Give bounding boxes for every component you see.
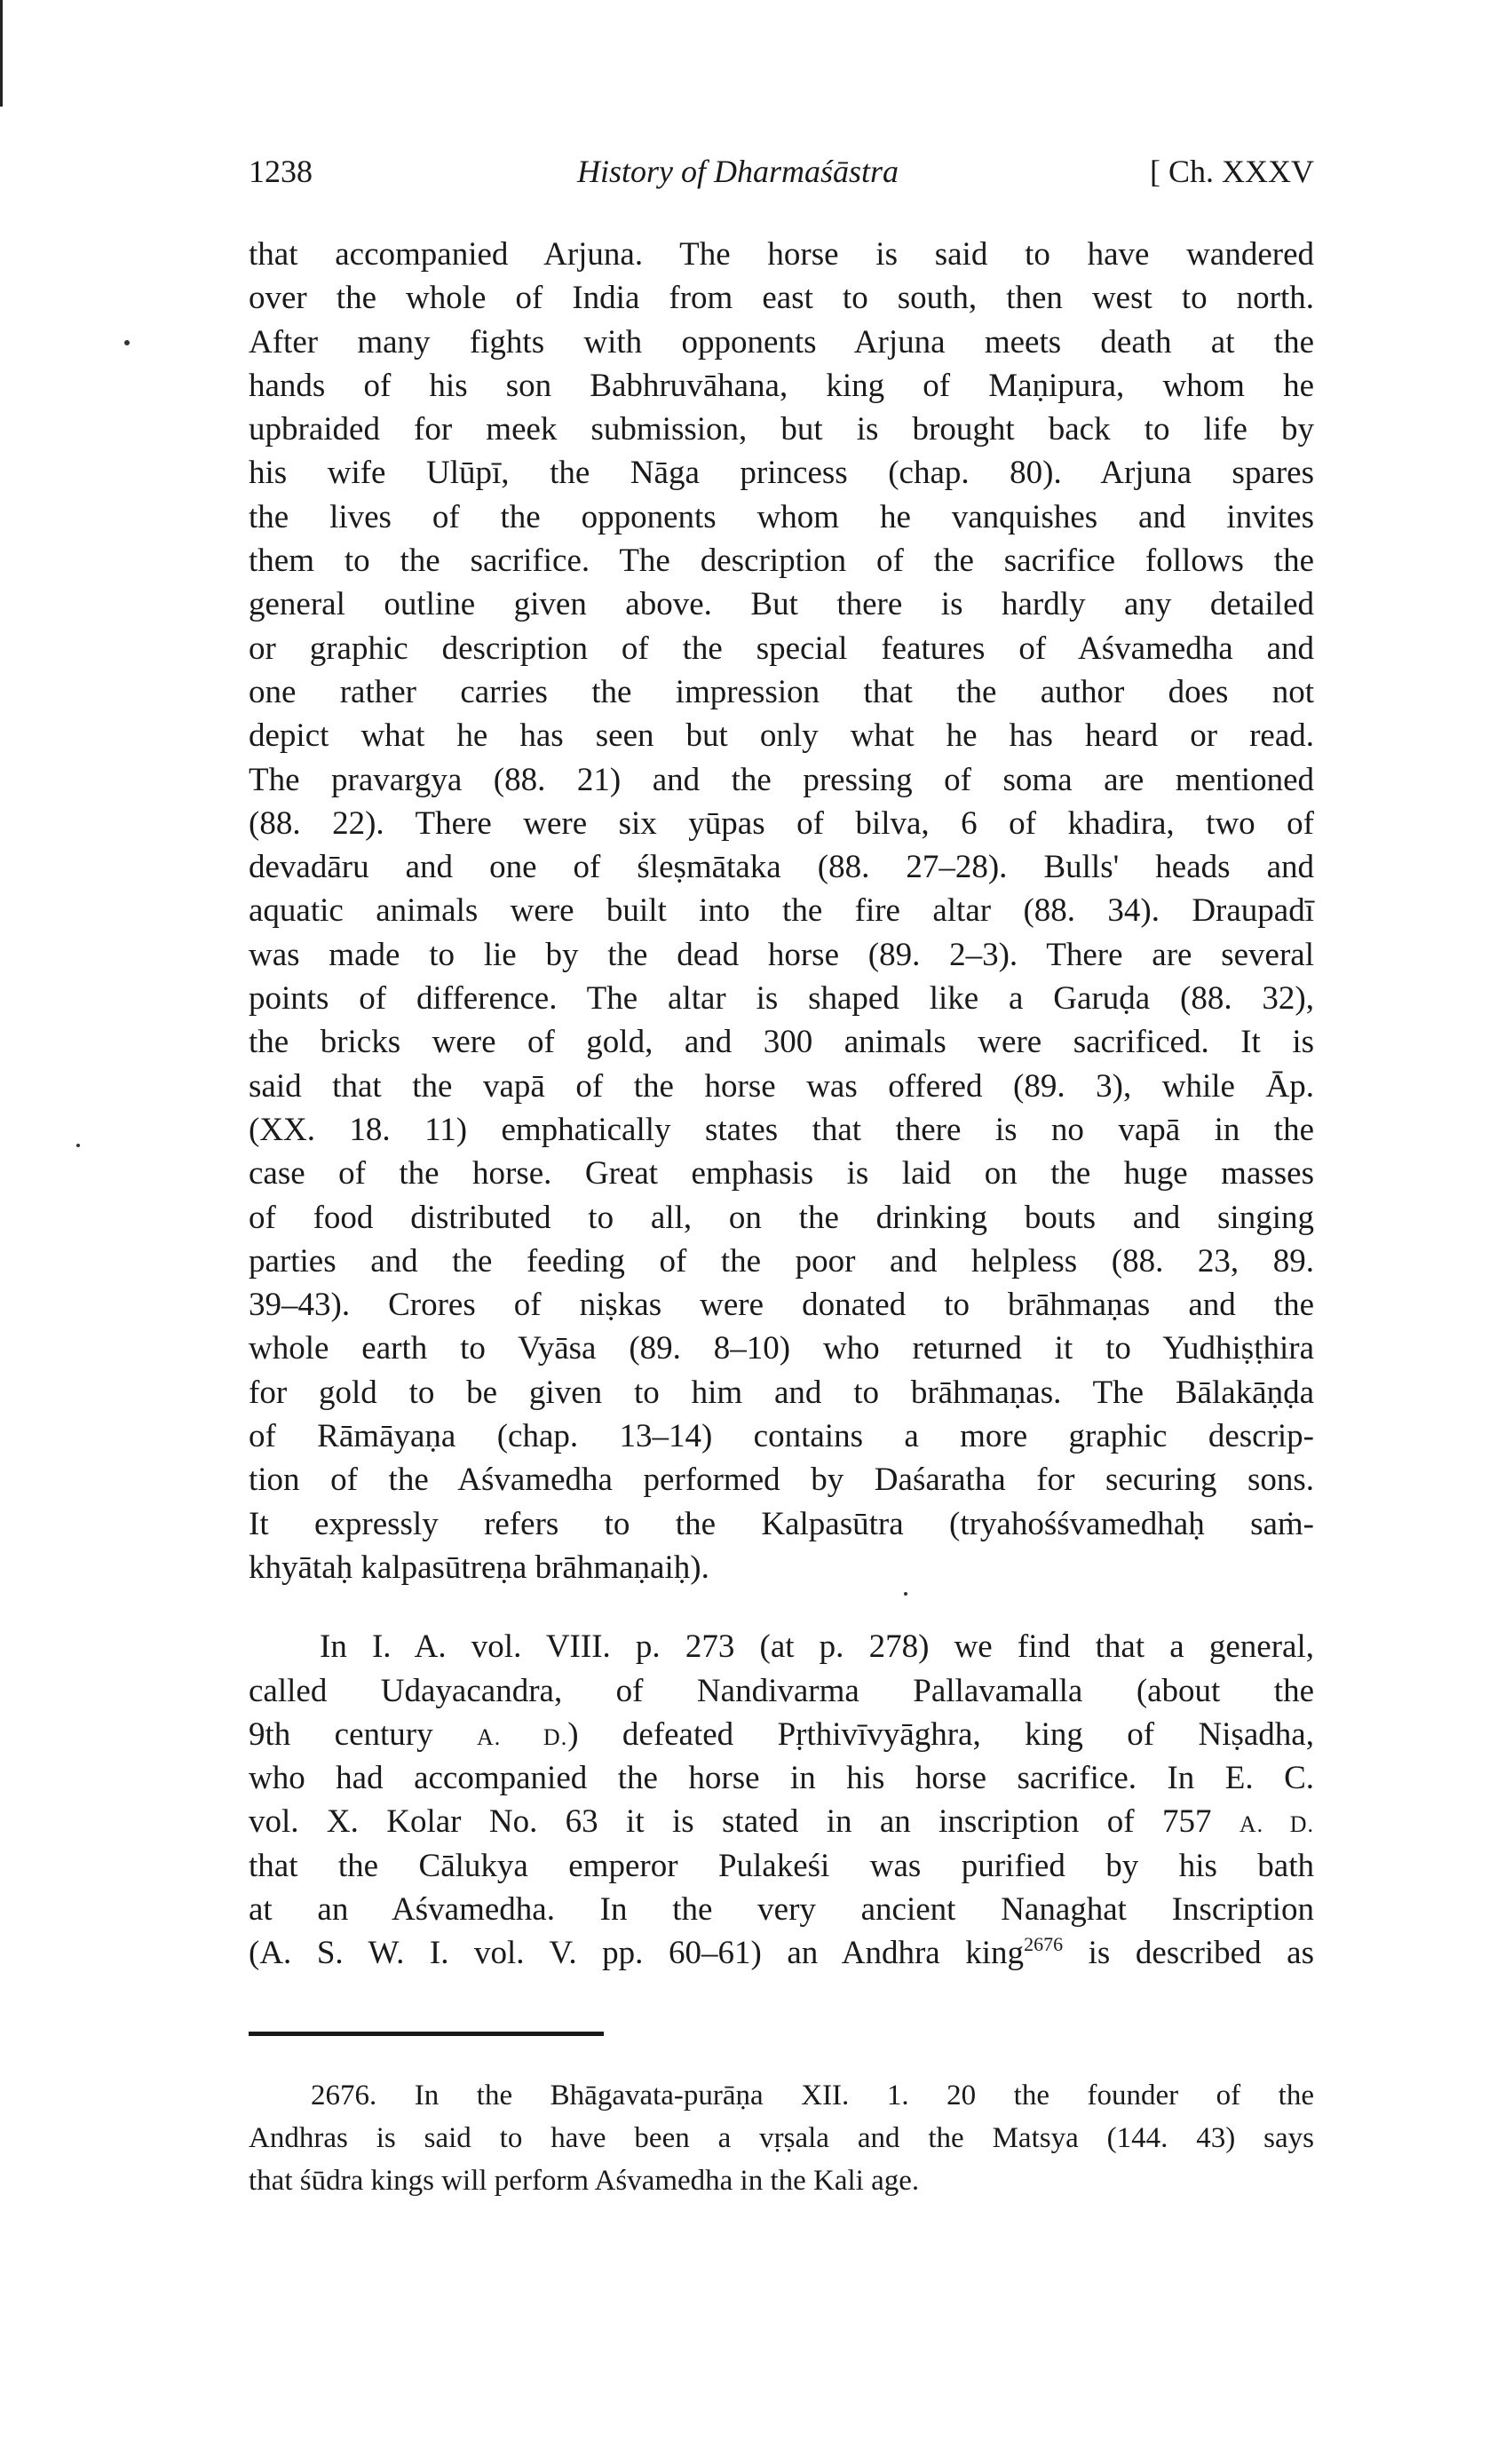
text-line: the lives of the opponents whom he vanquishes and invites: [249, 498, 1314, 535]
text-segment: ) defeated Pṛthivīvyāghra, king of Niṣadha,: [567, 1715, 1314, 1753]
paragraph-1: [249, 233, 1314, 1589]
body-text: [249, 233, 1314, 1976]
era-abbreviation: A. D.: [1239, 1811, 1314, 1838]
text-line: tion of the Aśvamedha performed by Daśaratha for securing sons.: [249, 1462, 1314, 1499]
scan-edge-mark: [0, 0, 3, 107]
text-line: points of difference. The altar is shaped like a Garuḍa (88. 32),: [249, 980, 1314, 1018]
text-line: called Udayacandra, of Nandivarma Pallavamalla (about the: [249, 1672, 1314, 1709]
text-line: devadāru and one of śleṣmātaka (88. 27–28). Bulls' heads and: [249, 849, 1314, 886]
text-line: upbraided for meek submission, but is brought back to life by: [249, 411, 1314, 448]
text-line: 39–43). Crores of niṣkas were donated to brāhmaṇas and the: [249, 1287, 1314, 1324]
text-line: hands of his son Babhruvāhana, king of Maṇipura, whom he: [249, 367, 1314, 404]
text-line: said that the vapā of the horse was offered (89. 3), while Āp.: [249, 1067, 1314, 1105]
text-line: After many fights with opponents Arjuna meets death at the: [249, 323, 1314, 360]
footnote-2676: [249, 2074, 1314, 2202]
text-line: (XX. 18. 11) emphatically states that there is no vapā in the: [249, 1111, 1314, 1148]
running-header: [249, 153, 1314, 206]
scan-speck: [76, 1144, 80, 1147]
text-line: at an Aśvamedha. In the very ancient Nanaghat Inscription: [249, 1890, 1314, 1928]
text-line: that accompanied Arjuna. The horse is said to have wandered: [249, 236, 1314, 273]
text-line: who had accompanied the horse in his horse sacrifice. In E. C.: [249, 1760, 1314, 1797]
text-line: (88. 22). There were six yūpas of bilva, 6 of khadira, two of: [249, 804, 1314, 842]
text-line: khyātaḥ kalpasūtreṇa brāhmaṇaiḥ).: [249, 1549, 709, 1586]
text-line: of food distributed to all, on the drinking bouts and singing: [249, 1199, 1314, 1236]
scan-speck: [124, 340, 130, 345]
text-line: [249, 1931, 1314, 1975]
text-segment: vol. X. Kolar No. 63 it is stated in an inscription of 757: [249, 1803, 1240, 1841]
text-line: case of the horse. Great emphasis is laid on the huge masses: [249, 1155, 1314, 1192]
text-line: whole earth to Vyāsa (89. 8–10) who returned it to Yudhiṣṭhira: [249, 1330, 1314, 1367]
text-line: depict what he has seen but only what he has heard or read.: [249, 717, 1314, 755]
text-line: that the Cālukya emperor Pulakeśi was purified by his bath: [249, 1847, 1314, 1884]
text-line: one rather carries the impression that the author does not: [249, 673, 1314, 710]
paragraph-2: [249, 1625, 1314, 1975]
text-segment: 9th century: [249, 1715, 477, 1753]
footnote-line: Andhras is said to have been a vṛṣala and the Matsya (144. 43) says: [249, 2122, 1314, 2154]
chapter-label: [ Ch. XXXV: [1150, 154, 1314, 189]
text-line: It expressly refers to the Kalpasūtra (tryahośśvamedhaḥ saṁ-: [249, 1505, 1314, 1542]
text-line: The pravargya (88. 21) and the pressing of soma are mentioned: [249, 761, 1314, 798]
text-segment: (A. S. W. I. vol. V. pp. 60–61) an Andhra king: [249, 1935, 1025, 1972]
page-number: 1238: [249, 154, 313, 189]
text-line: or graphic description of the special features of Aśvamedha and: [249, 630, 1314, 667]
era-abbreviation: A. D.: [477, 1723, 568, 1750]
text-line: aquatic animals were built into the fire altar (88. 34). Draupadī: [249, 892, 1314, 930]
footnote-line: that śūdra kings will perform Aśvamedha in the Kali age.: [249, 2165, 920, 2197]
text-line: [249, 1713, 1314, 1756]
text-line: his wife Ulūpī, the Nāga princess (chap. 80). Arjuna spares: [249, 455, 1314, 492]
running-title: History of Dharmaśāstra: [577, 154, 899, 189]
footnote-marker[interactable]: 2676: [1024, 1933, 1064, 1956]
footnote-divider: [249, 2032, 604, 2036]
text-line: for gold to be given to him and to brāhmaṇas. The Bālakāṇḍa: [249, 1374, 1314, 1411]
text-segment: is described as: [1063, 1935, 1314, 1972]
text-line: In I. A. vol. VIII. p. 273 (at p. 278) we find that a general,: [320, 1628, 1314, 1666]
text-line: general outline given above. But there is hardly any detailed: [249, 586, 1314, 623]
text-line: was made to lie by the dead horse (89. 2–3). There are several: [249, 936, 1314, 973]
text-line: of Rāmāyaṇa (chap. 13–14) contains a more graphic descrip-: [249, 1418, 1314, 1455]
text-line: over the whole of India from east to south, then west to north.: [249, 280, 1314, 317]
text-line: the bricks were of gold, and 300 animals were sacrificed. It is: [249, 1024, 1314, 1061]
text-line: [249, 1800, 1314, 1843]
text-line: parties and the feeding of the poor and helpless (88. 23, 89.: [249, 1242, 1314, 1280]
text-line: them to the sacrifice. The description of the sacrifice follows the: [249, 543, 1314, 580]
paragraph-gap: [249, 1589, 1314, 1625]
footnote-line: 2676. In the Bhāgavata-purāṇa XII. 1. 20 the founder of the: [311, 2080, 1314, 2111]
